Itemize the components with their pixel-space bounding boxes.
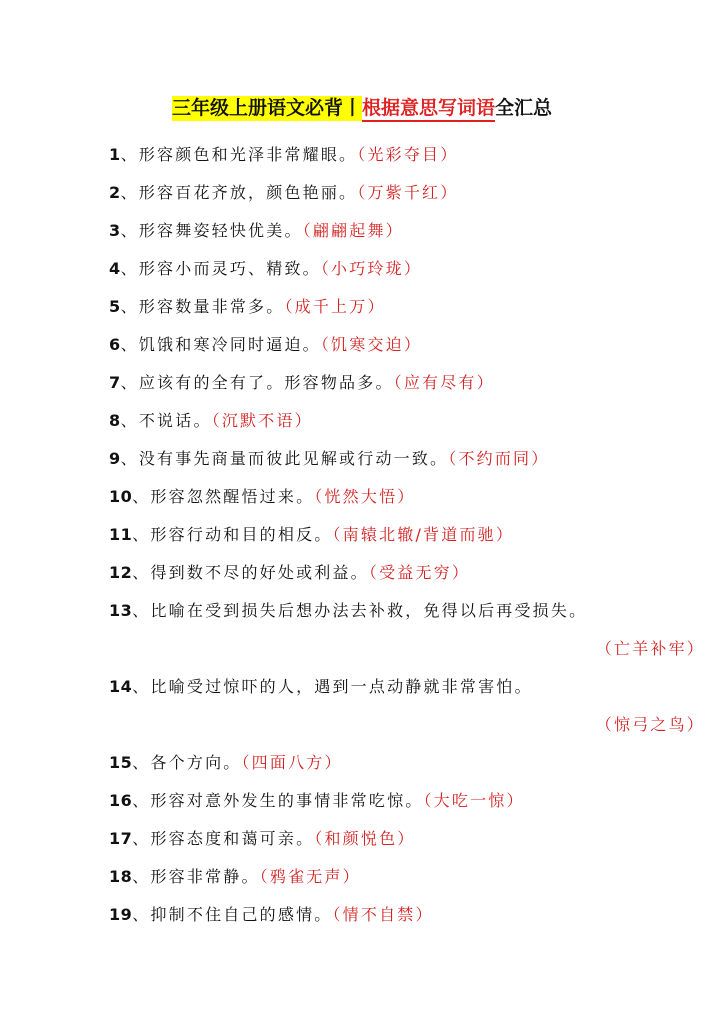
- item-answer: （翩翩起舞）: [302, 221, 404, 240]
- item-answer: （饥寒交迫）: [320, 335, 423, 354]
- item-number: 6: [109, 335, 121, 354]
- item-answer: （沉默不语）: [211, 411, 313, 430]
- item-answer: （亡羊补牢）: [595, 639, 705, 658]
- list-item: [109, 865, 709, 889]
- list-item: [109, 903, 709, 927]
- item-number: 12: [109, 563, 133, 582]
- item-number: 19: [109, 905, 133, 924]
- item-answer: （恍然大悟）: [314, 487, 416, 506]
- title-highlighted: 三年级上册语文必背丨: [171, 97, 362, 119]
- item-number: 1: [109, 145, 121, 164]
- item-definition: 、形容小而灵巧、精致。: [120, 259, 321, 278]
- list-item: [109, 485, 709, 509]
- list-item: [109, 295, 709, 319]
- item-number: 8: [109, 411, 121, 430]
- item-number: 13: [109, 601, 133, 620]
- list-item: [109, 371, 709, 395]
- item-answer: （惊弓之鸟）: [595, 715, 705, 734]
- item-answer: （和颜悦色）: [314, 829, 416, 848]
- list-item: [109, 257, 709, 281]
- item-definition: 、形容非常静。: [132, 867, 260, 886]
- item-number: 16: [109, 791, 133, 810]
- item-definition: 、得到数不尽的好处或利益。: [132, 563, 369, 582]
- title-suffix: 全汇总: [495, 97, 553, 119]
- list-item: [109, 447, 709, 471]
- item-definition: 、不说话。: [120, 411, 212, 430]
- item-definition: 、比喻受过惊吓的人，遇到一点动静就非常害怕。: [132, 677, 533, 696]
- item-number: 18: [109, 867, 133, 886]
- list-item: [109, 333, 709, 357]
- item-answer: （四面八方）: [241, 753, 343, 772]
- item-definition: 、比喻在受到损失后想办法去补救，免得以后再受损失。: [132, 601, 588, 620]
- list-item: [109, 751, 709, 775]
- list-item: [109, 523, 709, 547]
- item-number: 14: [109, 677, 133, 696]
- item-answer: （受益无穷）: [368, 563, 471, 582]
- item-answer: （小巧玲珑）: [320, 259, 423, 278]
- list-item: [109, 181, 709, 205]
- item-definition: 、应该有的全有了。形容物品多。: [120, 373, 394, 392]
- item-definition: 、形容颜色和光泽非常耀眼。: [120, 145, 358, 164]
- item-definition: 、形容态度和蔼可亲。: [132, 829, 315, 848]
- list-item: [109, 789, 709, 813]
- item-number: 17: [109, 829, 133, 848]
- list-item: [109, 599, 709, 661]
- item-answer: （大吃一惊）: [423, 791, 525, 810]
- item-definition: 、形容行动和目的相反。: [132, 525, 333, 544]
- item-definition: 、没有事先商量而彼此见解或行动一致。: [120, 449, 449, 468]
- list-item: [109, 219, 709, 243]
- item-definition: 、形容对意外发生的事情非常吃惊。: [132, 791, 424, 810]
- list-item: [109, 409, 709, 433]
- item-number: 9: [109, 449, 121, 468]
- item-definition: 、饥饿和寒冷同时逼迫。: [120, 335, 321, 354]
- item-number: 7: [109, 373, 121, 392]
- item-definition: 、形容忽然醒悟过来。: [132, 487, 315, 506]
- item-answer: （不约而同）: [448, 449, 550, 468]
- page-title: [0, 94, 724, 122]
- list-item: [109, 827, 709, 851]
- list-item: [109, 561, 709, 585]
- list-item: [109, 143, 709, 167]
- title-red-underlined: 根据意思写词语: [362, 97, 495, 122]
- item-number: 11: [109, 525, 133, 544]
- item-definition: 、形容舞姿轻快优美。: [120, 221, 303, 240]
- item-answer: （成千上万）: [284, 297, 386, 316]
- item-answer: （情不自禁）: [332, 905, 434, 924]
- item-answer: （南辕北辙/背道而驰）: [332, 525, 515, 544]
- item-number: 4: [109, 259, 121, 278]
- item-number: 2: [109, 183, 121, 202]
- item-definition: 、形容百花齐放，颜色艳丽。: [120, 183, 358, 202]
- item-number: 15: [109, 753, 133, 772]
- item-definition: 、各个方向。: [132, 753, 242, 772]
- list-item: [109, 675, 709, 737]
- item-answer: （鸦雀无声）: [259, 867, 361, 886]
- item-answer: （万紫千红）: [357, 183, 459, 202]
- item-definition: 、形容数量非常多。: [120, 297, 285, 316]
- item-number: 3: [109, 221, 121, 240]
- item-number: 10: [109, 487, 133, 506]
- idiom-list: [109, 143, 709, 941]
- item-answer: （应有尽有）: [393, 373, 495, 392]
- item-answer: （光彩夺目）: [357, 145, 459, 164]
- item-definition: 、抑制不住自己的感情。: [132, 905, 333, 924]
- item-number: 5: [109, 297, 121, 316]
